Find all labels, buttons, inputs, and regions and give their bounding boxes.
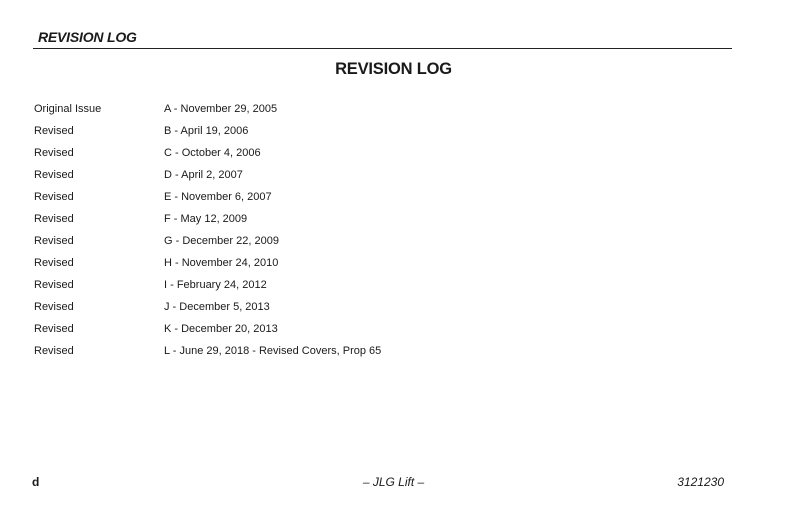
revision-entry: B - April 19, 2006 [164,125,249,137]
running-header-title: REVISION LOG [38,29,137,45]
revision-entry: F - May 12, 2009 [164,213,248,225]
revision-entry: D - April 2, 2007 [164,169,243,181]
revision-entry: H - November 24, 2010 [164,257,279,269]
revision-status: Original Issue [34,103,102,115]
revision-row [34,98,381,120]
revision-log-table [34,98,381,362]
revision-entry: J - December 5, 2013 [164,301,270,313]
header-divider [33,48,732,49]
footer-page-letter: d [32,475,40,489]
revision-entry: L - June 29, 2018 - Revised Covers, Prop 65 [164,345,382,357]
revision-entry: I - February 24, 2012 [164,279,267,291]
revision-status: Revised [34,191,74,203]
revision-entry: E - November 6, 2007 [164,191,272,203]
revision-status: Revised [34,345,74,357]
revision-status: Revised [34,147,74,159]
revision-row [34,340,381,362]
revision-row [34,142,381,164]
revision-entry: G - December 22, 2009 [164,235,279,247]
revision-row [34,274,381,296]
revision-entry: K - December 20, 2013 [164,323,278,335]
revision-status: Revised [34,213,74,225]
revision-row [34,120,381,142]
revision-status: Revised [34,169,74,181]
revision-entry: C - October 4, 2006 [164,147,261,159]
revision-entry: A - November 29, 2005 [164,103,278,115]
revision-status: Revised [34,301,74,313]
footer-doc-number: 3121230 [677,475,724,489]
revision-row [34,186,381,208]
revision-row [34,164,381,186]
revision-status: Revised [34,323,74,335]
footer-center-text: – JLG Lift – [362,475,425,489]
revision-status: Revised [34,235,74,247]
revision-status: Revised [34,279,74,291]
page-title: REVISION LOG [335,60,452,78]
revision-row [34,318,381,340]
revision-row [34,230,381,252]
revision-row [34,296,381,318]
revision-status: Revised [34,257,74,269]
revision-row [34,252,381,274]
revision-status: Revised [34,125,74,137]
revision-row [34,208,381,230]
